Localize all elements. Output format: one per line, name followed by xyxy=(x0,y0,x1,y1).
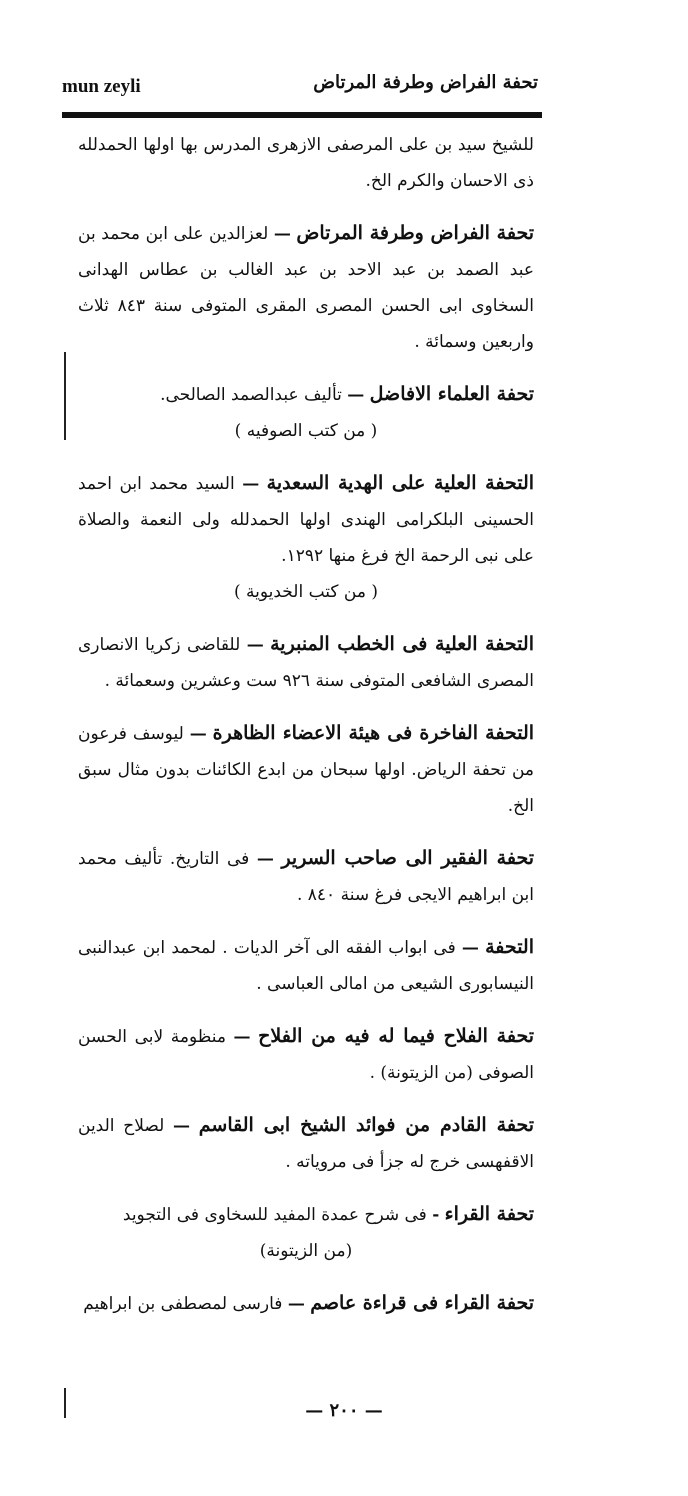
catalog-entry xyxy=(78,465,534,610)
entry-separator: — xyxy=(347,385,365,405)
catalog-entry xyxy=(78,840,534,913)
entry-separator: — xyxy=(287,1294,305,1314)
entry-title: تحفة القراء فى قراءة عاصم xyxy=(310,1292,534,1314)
entry-separator: - xyxy=(432,1205,440,1225)
entry-title: التحفة العلية على الهدية السعدية xyxy=(266,472,535,494)
entry-text: فى ابواب الفقه الى آخر الديات . لمحمد ابن عبدالنبى النيسابورى الشيعى من امالى العباسى . xyxy=(78,938,534,994)
entry-separator: — xyxy=(242,474,260,494)
entry-title: تحفة الفلاح فيما له فيه من الفلاح xyxy=(258,1025,535,1047)
entry-separator: — xyxy=(273,224,291,244)
entry-text: تأليف عبدالصمد الصالحى. xyxy=(160,385,342,405)
running-header-title: تحفة الفراض وطرفة المرتاض xyxy=(313,72,538,93)
entry-source-note: ( من كتب الخديوية ) xyxy=(233,582,378,602)
catalog-entry xyxy=(78,376,534,449)
entry-title: التحفة العلية فى الخطب المنبرية xyxy=(270,633,534,655)
catalog-entry xyxy=(78,1285,534,1322)
catalog-entry xyxy=(78,715,534,824)
entry-title: تحفة القادم من فوائد الشيخ ابى القاسم xyxy=(198,1114,534,1136)
entry-text: فارسى لمصطفى بن ابراهيم xyxy=(83,1294,283,1314)
entry-separator: — xyxy=(246,635,264,655)
entry-text: ليوسف فرعون من تحفة الرياض. اولها سبحان من ابدع الكائنات بدون مثال سبق الخ. xyxy=(78,724,534,816)
catalog-entry xyxy=(78,215,534,360)
entry-text: منظومة لابى الحسن الصوفى (من الزيتونة) . xyxy=(78,1027,534,1083)
margin-mark xyxy=(64,352,66,440)
entry-title: تحفة الفراض وطرفة المرتاض xyxy=(296,222,535,244)
entry-title: التحفة الفاخرة فى هيئة الاعضاء الظاهرة xyxy=(212,722,535,744)
catalog-entry xyxy=(78,1018,534,1091)
entry-text: للقاضى زكريا الانصارى المصرى الشافعى المتوفى سنة ٩٢٦ ست وعشرين وسعمائة . xyxy=(78,635,534,691)
entry-text: للشيخ سيد بن على المرصفى الازهرى المدرس بها اولها الحمدلله ذى الاحسان والكرم الخ. xyxy=(78,135,534,191)
entry-title: تحفة الفقير الى صاحب السرير xyxy=(281,847,534,869)
entry-source-note: ( من كتب الصوفيه ) xyxy=(234,421,378,441)
catalog-entry xyxy=(78,126,534,199)
entry-source-note: (من الزيتونة) xyxy=(259,1241,353,1261)
page-number: — ٢٠٠ — xyxy=(305,1400,383,1421)
entry-text: السيد محمد ابن احمد الحسينى البلكرامى الهندى اولها الحمدلله ولى النعمة والصلاة على نبى الرحمة الخ فرغ منها ١٢٩٢. xyxy=(78,474,534,566)
entry-separator: — xyxy=(233,1027,251,1047)
entry-text: فى التاريخ. تأليف محمد ابن ابراهيم الايجى فرغ سنة ٨٤٠ . xyxy=(78,849,534,905)
catalog-entries xyxy=(78,126,534,1338)
entry-separator: — xyxy=(189,724,207,744)
entry-title: تحفة القراء xyxy=(444,1203,534,1225)
catalog-entry xyxy=(78,1196,534,1269)
catalog-entry xyxy=(78,626,534,699)
entry-text: لصلاح الدين الاقفهسى خرج له جزأ فى مروياته . xyxy=(78,1116,534,1172)
entry-separator: — xyxy=(173,1116,191,1136)
catalog-entry xyxy=(78,1107,534,1180)
entry-separator: — xyxy=(256,849,274,869)
entry-title: تحفة العلماء الافاضل xyxy=(369,383,534,405)
entry-text: فى شرح عمدة المفيد للسخاوى فى التجويد xyxy=(122,1205,427,1225)
header-rule xyxy=(62,112,542,118)
entry-title: التحفة xyxy=(485,936,534,958)
catalog-entry xyxy=(78,929,534,1002)
entry-text: لعزالدين على ابن محمد بن عبد الصمد بن عبد الاحد بن عبد الغالب بن عطاس الهدانى السخاوى ابى الحسن المصرى المقرى المتوفى سنة ٨٤٣ ثلاث واربعين وسمائة . xyxy=(78,224,534,352)
entry-separator: — xyxy=(461,938,479,958)
running-header-left: mun zeyli xyxy=(62,76,141,97)
